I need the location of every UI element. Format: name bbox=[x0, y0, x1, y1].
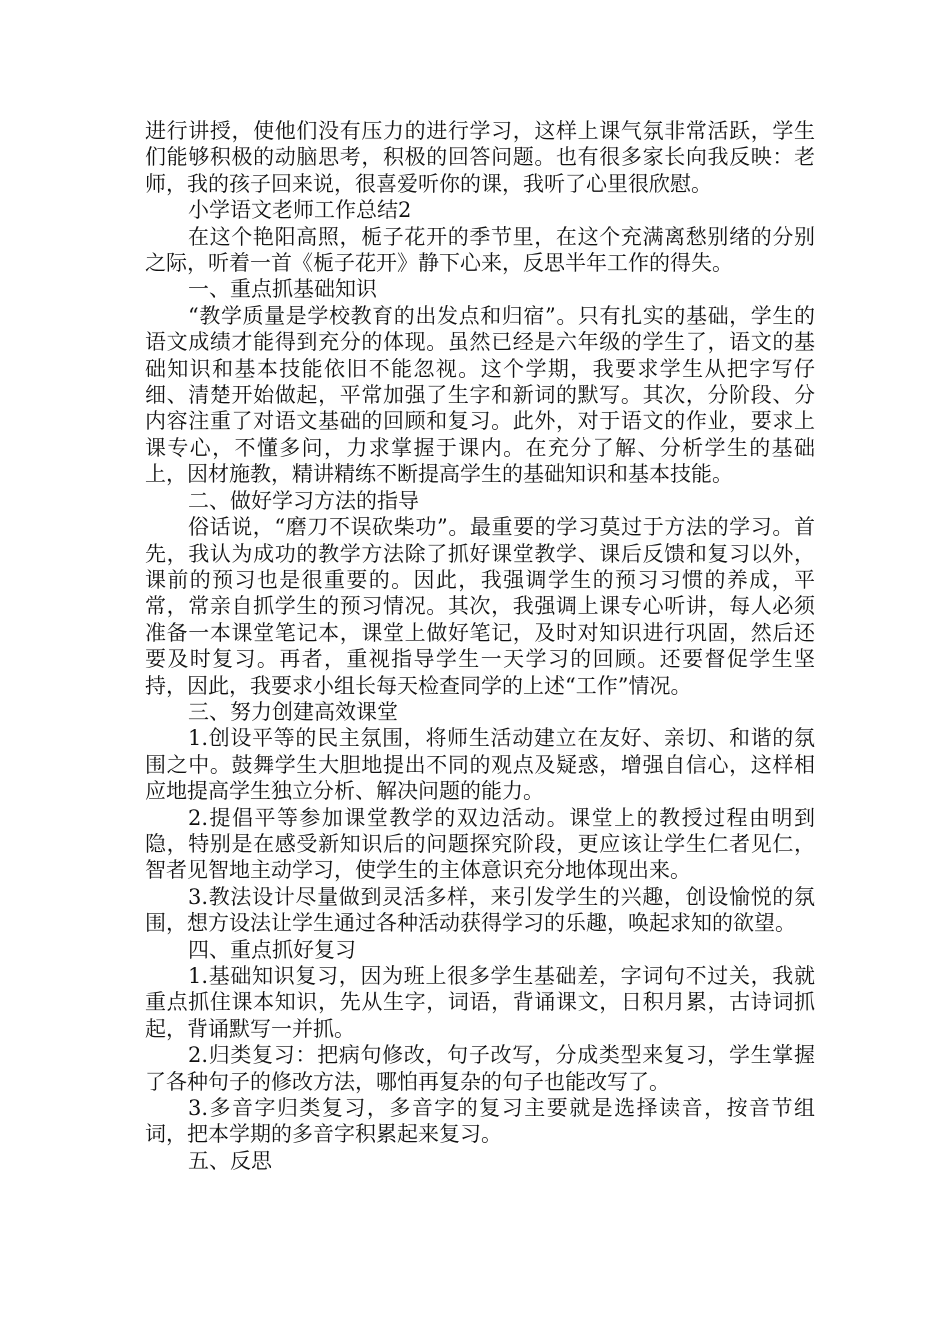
document-title: 小学语文老师工作总结2 bbox=[188, 198, 412, 223]
section-heading-4: 四、重点抓好复习 bbox=[188, 937, 356, 962]
paragraph-intro-continuation: 进行讲授，使他们没有压力的进行学习，这样上课气氛非常活跃，学生们能够积极的动脑思考，积极的回答问题。也有很多家长向我反映：老师，我的孩子回来说，很喜爱听你的课，我听了心里很欣慰。 bbox=[145, 119, 815, 196]
paragraph-section-4-item-2: 2.归类复习：把病句修改，句子改写，分成类型来复习，学生掌握了各种句子的修改方法，哪怕再复杂的句子也能改写了。 bbox=[145, 1043, 815, 1094]
paragraph-section-3-item-3: 3.教法设计尽量做到灵活多样，来引发学生的兴趣，创设愉悦的氛围，想方设法让学生通过各种活动获得学习的乐趣，唤起求知的欲望。 bbox=[145, 884, 815, 936]
section-heading-1: 一、重点抓基础知识 bbox=[188, 277, 377, 302]
paragraph-section-4-item-1: 1.基础知识复习，因为班上很多学生基础差，字词句不过关，我就重点抓住课本知识，先从生字，词语，背诵课文，日积月累，古诗词抓起，背诵默写一并抓。 bbox=[145, 964, 815, 1041]
section-heading-5: 五、反思 bbox=[188, 1148, 272, 1173]
paragraph-section-4-item-3: 3.多音字归类复习，多音字的复习主要就是选择读音，按音节组词，把本学期的多音字积累起来复习。 bbox=[145, 1096, 815, 1147]
paragraph-section-2: 俗话说，“磨刀不误砍柴功”。最重要的学习莫过于方法的学习。首先，我认为成功的教学方法除了抓好课堂教学、课后反馈和复习以外，课前的预习也是很重要的。因此，我强调学生的预习习惯的养成，平常，常亲自抓学生的预习情况。其次，我强调上课专心听讲，每人必须准备一本课堂笔记本，课堂上做好笔记，及时对知识进行巩固，然后还要及时复习。再者，重视指导学生一天学习的回顾。还要督促学生坚持，因此，我要求小组长每天检查同学的上述“工作”情况。 bbox=[145, 515, 815, 698]
paragraph-opening: 在这个艳阳高照，栀子花开的季节里，在这个充满离愁别绪的分别之际，听着一首《栀子花开》静下心来，反思半年工作的得失。 bbox=[145, 224, 815, 276]
section-heading-2: 二、做好学习方法的指导 bbox=[188, 488, 419, 513]
paragraph-section-1: “教学质量是学校教育的出发点和归宿”。只有扎实的基础，学生的语文成绩才能得到充分的体现。虽然已经是六年级的学生了，语文的基础知识和基本技能依旧不能忽视。这个学期，我要求学生从把字写仔细、清楚开始做起，平常加强了生字和新词的默写。其次，分阶段、分内容注重了对语文基础的回顾和复习。此外，对于语文的作业，要求上课专心，不懂多问，力求掌握于课内。在充分了解、分析学生的基础上，因材施教，精讲精练不断提高学生的基础知识和基本技能。 bbox=[145, 303, 815, 487]
paragraph-section-3-item-1: 1.创设平等的民主氛围，将师生活动建立在友好、亲切、和谐的氛围之中。鼓舞学生大胆地提出不同的观点及疑惑，增强自信心，这样相应地提高学生独立分析、解决问题的能力。 bbox=[145, 726, 815, 804]
section-heading-3: 三、努力创建高效课堂 bbox=[188, 699, 398, 724]
document-page bbox=[145, 118, 815, 1174]
paragraph-section-3-item-2: 2.提倡平等参加课堂教学的双边活动。课堂上的教授过程由明到隐，特别是在感受新知识后的问题探究阶段，更应该让学生仁者见仁，智者见智地主动学习，使学生的主体意识充分地体现出来。 bbox=[145, 805, 815, 883]
